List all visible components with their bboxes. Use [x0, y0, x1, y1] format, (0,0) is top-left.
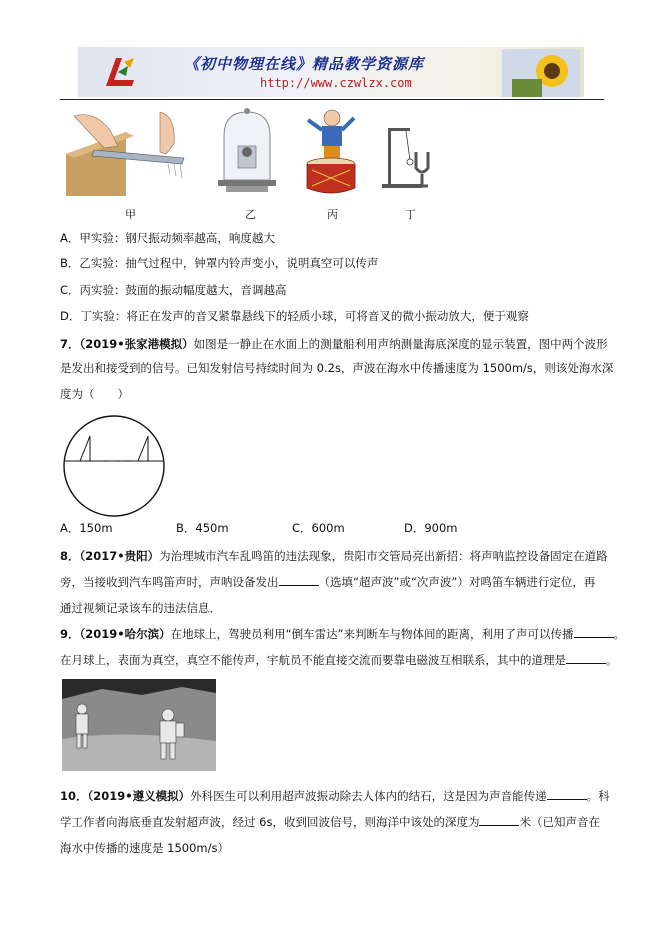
banner-title: 《初中物理在线》精品教学资源库 [184, 55, 425, 73]
ruler-on-table-figure [64, 106, 196, 196]
q7-line-3: 度为（ ） [60, 387, 129, 401]
q7-source: （2019•张家港模拟） [79, 337, 194, 351]
banner-url: http://www.czwlzx.com [260, 76, 412, 90]
q8-line-2 [60, 574, 595, 590]
q6-option-c: C．丙实验：鼓面的振动幅度越大，音调越高 [60, 283, 287, 297]
header-banner [78, 47, 584, 97]
figure-label-yi: 乙 [245, 208, 256, 221]
figure-label-jia: 甲 [125, 208, 136, 221]
q9-answer-blank-1[interactable] [574, 626, 614, 638]
q9-number: 9． [60, 627, 80, 641]
q7-line-1 [60, 336, 608, 352]
q10-line-1 [60, 788, 610, 804]
figure-label-bing: 丙 [327, 208, 338, 221]
q10-text-2-end: 米（已知声音在 [519, 815, 600, 829]
q7-options [60, 520, 458, 536]
q9-answer-blank-2[interactable] [566, 652, 606, 664]
q10-line-2 [60, 814, 600, 830]
q10-answer-blank-1[interactable] [547, 788, 587, 800]
drum-figure [302, 106, 360, 196]
q8-line-3: 通过视频记录该车的违法信息． [60, 601, 221, 615]
q10-text-1-end: 。科 [586, 789, 610, 803]
q10-text-1: 外科医生可以利用超声波振动除去人体内的结石，这是因为声音能传递 [190, 789, 547, 803]
tuning-fork-figure [380, 124, 438, 190]
q7-option-c: C．600m [292, 521, 345, 535]
q9-text-2-end: 。 [606, 653, 618, 667]
q9-line-1 [60, 626, 625, 642]
sunflower-icon [502, 49, 580, 97]
astronauts-moon-figure [62, 679, 216, 771]
q7-text-1: 如图是一静止在水面上的测量船利用声纳测量海底深度的显示装置，图中两个波形 [193, 337, 608, 351]
q8-text-2b: （选填“超声波”或“次声波”）对鸣笛车辆进行定位，再 [318, 575, 596, 589]
q7-line-2: 是发出和接受到的信号。已知发射信号持续时间为 0.2s，声波在海水中传播速度为 1500m/s，则该处海水深 [60, 361, 614, 375]
q9-text-1-end: 。 [613, 627, 626, 641]
header-divider [60, 99, 604, 100]
q7-option-d: D．900m [404, 521, 458, 535]
q10-source: （2019•遵义模拟） [87, 789, 191, 803]
q9-source: （2019•哈尔滨） [79, 627, 171, 641]
q10-line-3: 海水中传播的速度是 1500m/s） [60, 841, 229, 855]
q10-answer-blank-2[interactable] [479, 814, 519, 826]
q6-option-b: B．乙实验：抽气过程中，钟罩内铃声变小，说明真空可以传声 [60, 256, 379, 270]
q8-source: （2017•贵阳） [79, 549, 160, 563]
q7-option-a: A．150m [60, 521, 113, 535]
q8-answer-blank[interactable] [279, 574, 319, 586]
q10-text-2: 学工作者向海底垂直发射超声波，经过 6s，收到回波信号，则海洋中该处的深度为 [60, 815, 480, 829]
q8-line-1 [60, 548, 608, 564]
q8-text-1: 为治理城市汽车乱鸣笛的违法现象，贵阳市交管局亮出新招：将声呐监控设备固定在道路 [159, 549, 608, 563]
bell-jar-figure [214, 106, 280, 194]
figure-label-ding: 丁 [405, 208, 416, 221]
sonar-display-figure [62, 414, 166, 518]
q7-number: 7． [60, 337, 80, 351]
site-logo-icon [100, 52, 140, 92]
q8-number: 8． [60, 549, 80, 563]
q9-text-1: 在地球上，驾驶员利用“倒车雷达”来判断车与物体间的距离，利用了声可以传播 [170, 627, 574, 641]
q8-text-2a: 旁，当接收到汽车鸣笛声时，声呐设备发出 [60, 575, 279, 589]
q7-option-b: B．450m [176, 521, 229, 535]
q6-option-a: A．甲实验：钢尺振动频率越高，响度越大 [60, 231, 275, 245]
q9-text-2: 在月球上，表面为真空，真空不能传声，宇航员不能直接交流而要靠电磁波互相联系，其中的道理是 [60, 653, 566, 667]
q9-line-2 [60, 652, 618, 668]
q10-number: 10． [60, 789, 88, 803]
q6-option-d: D．丁实验：将正在发声的音叉紧靠悬线下的轻质小球，可将音叉的微小振动放大，便于观察 [60, 309, 529, 323]
